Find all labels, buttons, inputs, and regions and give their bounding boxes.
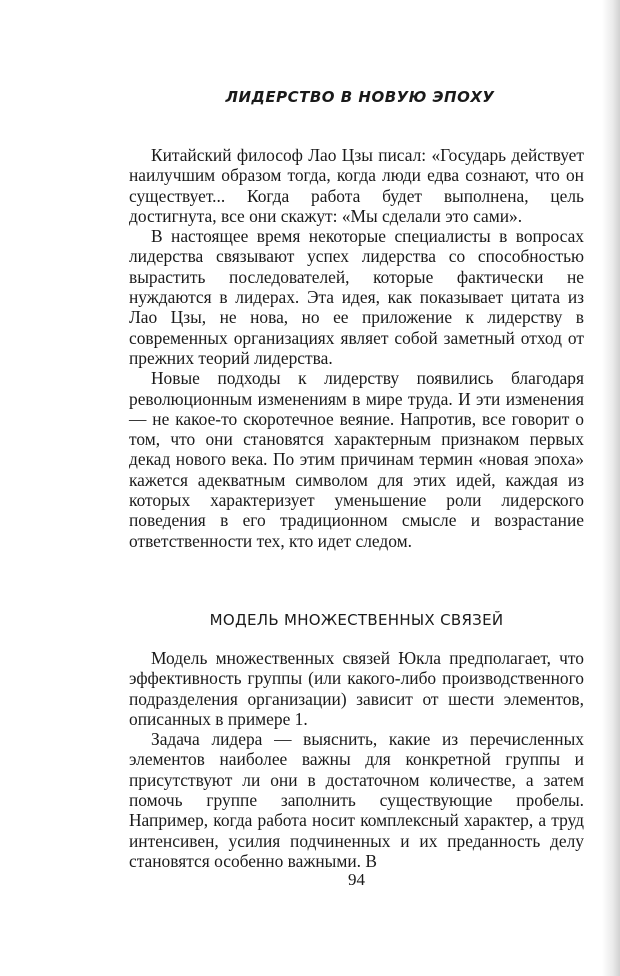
section-heading: МОДЕЛЬ МНОЖЕСТВЕННЫХ СВЯЗЕЙ <box>209 611 504 629</box>
paragraph: Новые подходы к лидерству появились благодаря революционным изменениям в мире труда. И эти изменения — не какое-то скоротечное веяние. Напротив, все говорит о том, что они становятся характерным признаком первых декад нового века. По этим причинам термин «новая эпоха» кажется адекватным символом для этих идей, каждая из которых характеризует уменьшение роли лидерского поведения в его традиционном смысле и возрастание ответственности тех, кто идет следом. <box>129 368 584 551</box>
section-1-body <box>129 145 584 551</box>
scan-edge-shadow <box>602 0 620 976</box>
running-head: ЛИДЕРСТВО В НОВУЮ ЭПОХУ <box>225 88 495 106</box>
section-2-body <box>129 648 584 871</box>
paragraph: Задача лидера — выяснить, какие из перечисленных элементов наиболее важны для конкретной группы и присутствуют ли они в достаточном количестве, а затем помочь группе заполнить существующие пробелы. Например, когда работа носит комплексный характер, а труд интенсивен, усилия подчиненных и их преданность делу становятся особенно важными. В <box>129 729 584 871</box>
paragraph: Китайский философ Лао Цзы писал: «Государь действует наилучшим образом тогда, когда люди едва сознают, что он существует... Когда работа будет выполнена, цель достигнута, все они скажут: «Мы сделали это сами». <box>129 145 584 226</box>
paragraph: Модель множественных связей Юкла предполагает, что эффективность группы (или какого-либо производственного подразделения организации) зависит от шести элементов, описанных в примере 1. <box>129 648 584 729</box>
page-number: 94 <box>348 870 365 889</box>
paragraph: В настоящее время некоторые специалисты в вопросах лидерства связывают успех лидерства со способностью вырастить последователей, которые фактически не нуждаются в лидерах. Эта идея, как показывает цитата из Лао Цзы, не нова, но ее приложение к лидерству в современных организациях являет собой заметный отход от прежних теорий лидерства. <box>129 226 584 368</box>
